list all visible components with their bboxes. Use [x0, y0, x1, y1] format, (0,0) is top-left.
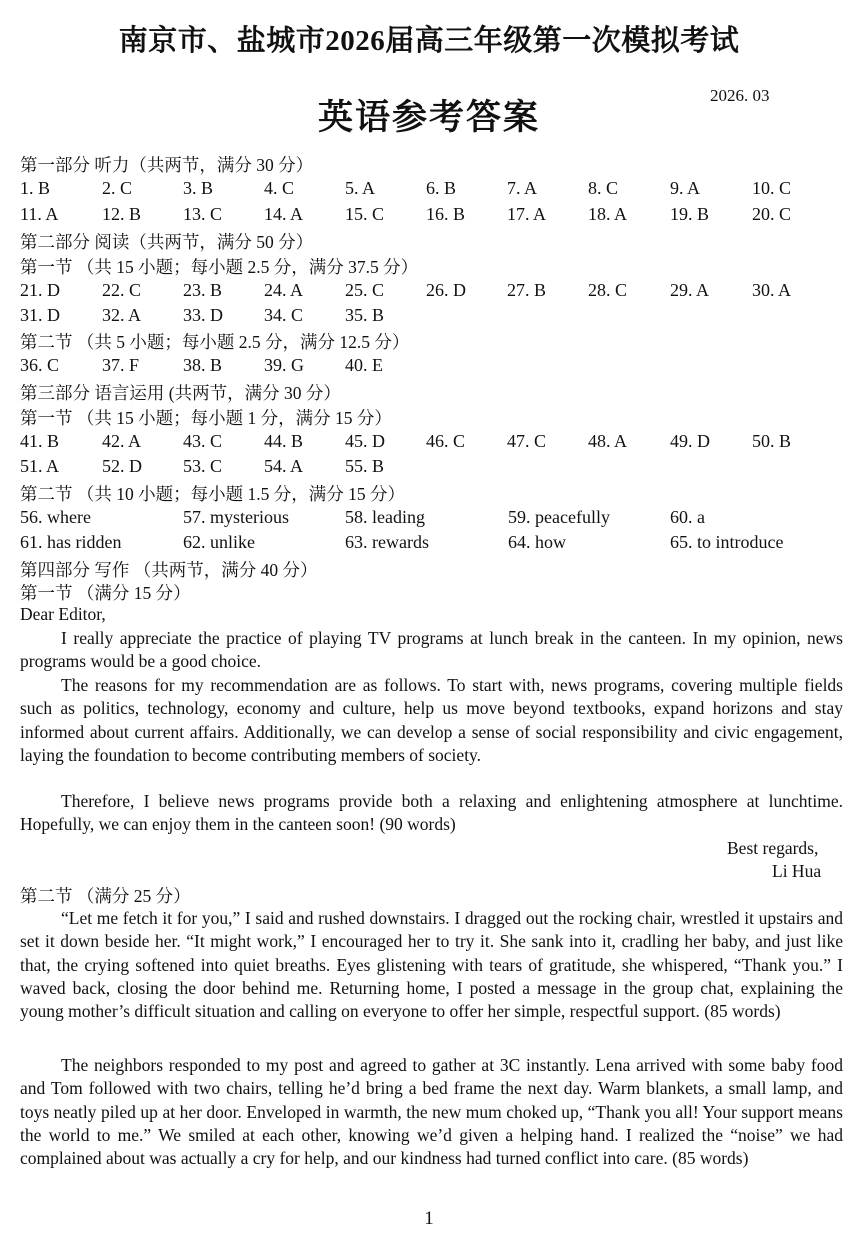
answer-cell: 30. A: [752, 280, 792, 300]
story-paragraph: “Let me fetch it for you,” I said and rushed downstairs. I dragged out the rocking chair, wrestled it upstairs and set it down beside her. “It might work,” I encouraged her to try it. She sank into it, cradling her baby, and just like that, the crying softened into quiet breaths. Eyes glistening with tears of gratitude, she whispered, “Thank you.” I waved back, closing the door behind me. Returning home, I posted a message in the group chat, explaining the young mother’s difficult situation and calling on everyone to offer her simple, respectful support. (85 words): [20, 908, 843, 1022]
letter-paragraph: The reasons for my recommendation are as follows. To start with, news programs, covering multiple fields such as politics, technology, economy and culture, help us move beyond textbooks, expand horizons and stay informed about current affairs. Additionally, we can develop a sense of social responsibility and civic engagement, laying the foundation to become contributing members of society.: [20, 675, 843, 765]
answer-cell: 51. A: [20, 456, 60, 476]
answer-cell: 61. has ridden: [20, 532, 122, 552]
answer-cell: 14. A: [264, 204, 304, 224]
answer-cell: 13. C: [183, 204, 223, 224]
answer-cell: 9. A: [670, 178, 701, 198]
answer-cell: 7. A: [507, 178, 538, 198]
answer-cell: 47. C: [507, 431, 547, 451]
part2-header: 第二部分 阅读（共两节，满分 50 分）: [20, 232, 314, 252]
answer-cell: 58. leading: [345, 507, 425, 527]
answer-cell: 17. A: [507, 204, 547, 224]
answer-cell: 22. C: [102, 280, 142, 300]
answer-cell: 25. C: [345, 280, 385, 300]
part3-section2-header: 第二节 （共 10 小题；每小题 1.5 分，满分 15 分）: [20, 484, 405, 504]
page-number: 1: [424, 1208, 434, 1229]
part1-header: 第一部分 听力（共两节，满分 30 分）: [20, 155, 314, 175]
answer-cell: 43. C: [183, 431, 223, 451]
answer-cell: 28. C: [588, 280, 628, 300]
answer-cell: 37. F: [102, 355, 140, 375]
answer-cell: 36. C: [20, 355, 60, 375]
answer-cell: 38. B: [183, 355, 223, 375]
part2-section1-header: 第一节 （共 15 小题；每小题 2.5 分，满分 37.5 分）: [20, 257, 419, 277]
answer-cell: 2. C: [102, 178, 133, 198]
answer-cell: 46. C: [426, 431, 466, 451]
answer-cell: 60. a: [670, 507, 705, 527]
answer-cell: 44. B: [264, 431, 304, 451]
answer-cell: 65. to introduce: [670, 532, 784, 552]
page-subtitle: 英语参考答案: [317, 98, 540, 137]
answer-cell: 5. A: [345, 178, 376, 198]
answer-cell: 1. B: [20, 178, 51, 198]
answer-cell: 59. peacefully: [508, 507, 610, 527]
answer-cell: 48. A: [588, 431, 628, 451]
answer-cell: 42. A: [102, 431, 142, 451]
answer-cell: 54. A: [264, 456, 304, 476]
answer-cell: 39. G: [264, 355, 304, 375]
part3-header: 第三部分 语言运用 (共两节，满分 30 分）: [20, 383, 341, 403]
part4-section1-header: 第一节 （满分 15 分）: [20, 583, 191, 603]
answer-cell: 24. A: [264, 280, 304, 300]
answer-cell: 41. B: [20, 431, 60, 451]
answer-cell: 35. B: [345, 305, 385, 325]
answer-cell: 11. A: [20, 204, 59, 224]
answer-cell: 64. how: [508, 532, 566, 552]
answer-cell: 32. A: [102, 305, 142, 325]
answer-cell: 50. B: [752, 431, 792, 451]
answer-cell: 34. C: [264, 305, 304, 325]
answer-cell: 55. B: [345, 456, 385, 476]
answer-cell: 31. D: [20, 305, 60, 325]
answer-cell: 3. B: [183, 178, 214, 198]
answer-cell: 18. A: [588, 204, 628, 224]
answer-cell: 6. B: [426, 178, 457, 198]
answer-cell: 62. unlike: [183, 532, 255, 552]
part2-section2-header: 第二节 （共 5 小题；每小题 2.5 分，满分 12.5 分）: [20, 332, 410, 352]
part3-section1-header: 第一节 （共 15 小题；每小题 1 分，满分 15 分）: [20, 408, 392, 428]
answer-cell: 8. C: [588, 178, 619, 198]
answer-cell: 16. B: [426, 204, 466, 224]
part4-section2-header: 第二节 （满分 25 分）: [20, 886, 191, 906]
answer-cell: 40. E: [345, 355, 383, 375]
part4-header: 第四部分 写作 （共两节，满分 40 分）: [20, 560, 318, 580]
exam-date: 2026. 03: [710, 86, 770, 105]
answer-cell: 56. where: [20, 507, 91, 527]
letter-closing: Best regards,: [727, 838, 819, 858]
answer-cell: 33. D: [183, 305, 223, 325]
answer-cell: 20. C: [752, 204, 792, 224]
letter-signature: Li Hua: [772, 861, 822, 881]
answer-cell: 57. mysterious: [183, 507, 289, 527]
answer-cell: 19. B: [670, 204, 710, 224]
answer-cell: 63. rewards: [345, 532, 429, 552]
answer-cell: 12. B: [102, 204, 142, 224]
page-title: 南京市、盐城市2026届高三年级第一次模拟考试: [118, 25, 740, 57]
answer-cell: 10. C: [752, 178, 792, 198]
letter-paragraph: Therefore, I believe news programs provide both a relaxing and enlightening atmosphere at lunchtime. Hopefully, we can enjoy them in the canteen soon! (90 words): [20, 791, 843, 835]
letter-salutation: Dear Editor,: [20, 604, 106, 624]
answer-cell: 52. D: [102, 456, 142, 476]
answer-cell: 53. C: [183, 456, 223, 476]
story-paragraph: The neighbors responded to my post and agreed to gather at 3C instantly. Lena arrived with some baby food and Tom followed with two chairs, telling he’d bring a bed frame the next day. Warm blankets, a small lamp, and toys neatly piled up at her door. Enveloped in warmth, the new mum choked up, “Thank you all! Your support means the world to me.” We smiled at each other, knowing we’d given a helping hand. I realized the “noise” we had complained about was actually a cry for help, and our kindness had turned conflict into care. (85 words): [20, 1055, 843, 1169]
answer-cell: 15. C: [345, 204, 385, 224]
answer-cell: 21. D: [20, 280, 60, 300]
letter-paragraph: I really appreciate the practice of playing TV programs at lunch break in the canteen. In my opinion, news programs would be a good choice.: [20, 628, 843, 672]
answer-cell: 23. B: [183, 280, 223, 300]
answer-cell: 4. C: [264, 178, 295, 198]
answer-cell: 45. D: [345, 431, 385, 451]
answer-cell: 49. D: [670, 431, 710, 451]
answer-cell: 27. B: [507, 280, 547, 300]
answer-cell: 29. A: [670, 280, 710, 300]
answer-cell: 26. D: [426, 280, 466, 300]
